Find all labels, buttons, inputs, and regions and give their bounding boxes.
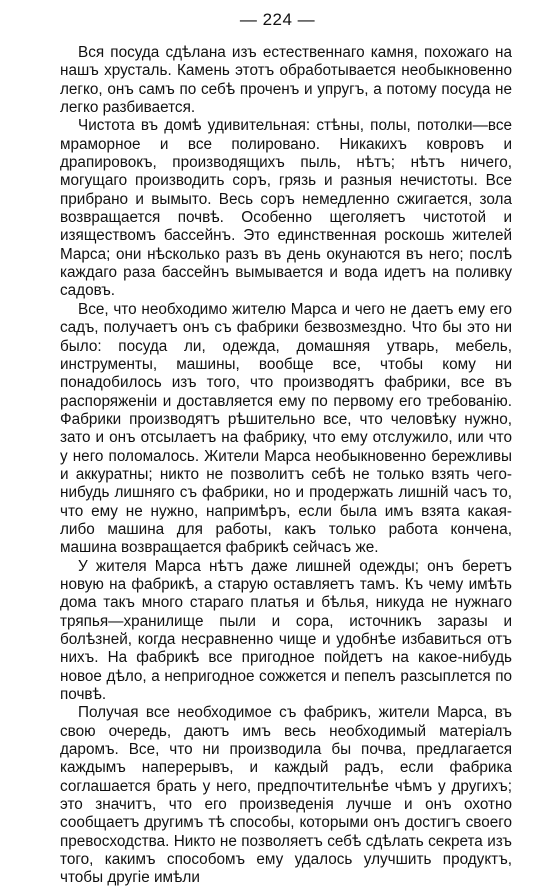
paragraph: Все, что необходимо жителю Марса и чего не даетъ ему его садъ, получаетъ онъ съ фабрики безвозмездно. Что бы это ни было: посуда ли, одежда, домашняя утварь, мебель, инструменты, машины, вообще все, чтобы кому ни понадобилось изъ того, что производятъ фабрики, все въ распоряженіи и доставляется ему по первому его требованію. Фабрики производятъ рѣшительно все, что человѣку нужно, зато и онъ отсылаетъ на фабрику, что ему отслужило, или что у него поломалось. Жители Марса необыкновенно бережливы и аккуратны; никто не позволитъ себѣ не только взять чего-нибудь лишняго съ фабрики, но и продержать лишній часъ то, что ему не нужно, напримѣръ, если была имъ взята какая-либо машина для работы, какъ только работа кончена, машина возвращается фабрикѣ сейчасъ же. — [60, 300, 512, 557]
paragraph: Вся посуда сдѣлана изъ естественнаго камня, похожаго на нашъ хрусталь. Камень этотъ обработывается необыкновенно легко, онъ самъ по себѣ проченъ и упругъ, а потому посуда не легко разбивается. — [60, 44, 512, 117]
page-number: — 224 — — [239, 10, 316, 29]
paragraph: Получая все необходимое съ фабрикъ, жители Марса, въ свою очередь, даютъ имъ весь необходимый матеріалъ даромъ. Все, что ни производила бы почва, предлагается каждымъ наперерывъ, и каждый радъ, если фабрика соглашается брать у него, предпочтительнѣе чѣмъ у другихъ; это значитъ, что его произведенія лучше и онъ охотно сообщаетъ другимъ тѣ способы, которыми онъ достигъ своего превосходства. Никто не позволяетъ себѣ сдѣлать секрета изъ того, какимъ способомъ ему удалось улучшить продуктъ, чтобы другіе имѣли — [60, 704, 512, 887]
paragraph: У жителя Марса нѣтъ даже лишней одежды; онъ беретъ новую на фабрикѣ, а старую оставляетъ тамъ. Къ чему имѣть дома такъ много стараго платья и бѣлья, никуда не нужнаго тряпья—хранилище пыли и сора, источникъ заразы и болѣзней, когда несравненно чище и удобнѣе избавиться отъ нихъ. На фабрикѣ все пригодное пойдетъ на какое-нибудь новое дѣло, а непригодное сожжется и пепелъ разсыплется по почвѣ. — [60, 557, 512, 704]
body-text — [60, 44, 512, 888]
paragraph: Чистота въ домѣ удивительная: стѣны, полы, потолки—все мраморное и все полировано. Никакихъ ковровъ и драпировокъ, производящихъ пыль, нѣтъ; нѣтъ ничего, могущаго производить соръ, грязь и разныя нечистоты. Все прибрано и вымыто. Весь соръ немедленно сжигается, зола возвращается почвѣ. Особенно щеголяетъ чистотой и изяществомъ бассейнъ. Это единственная роскошь жителей Марса; они нѣсколько разъ въ день окунаются въ него; послѣ каждаго раза бассейнъ вымывается и вода идетъ на поливку садовъ. — [60, 117, 512, 300]
